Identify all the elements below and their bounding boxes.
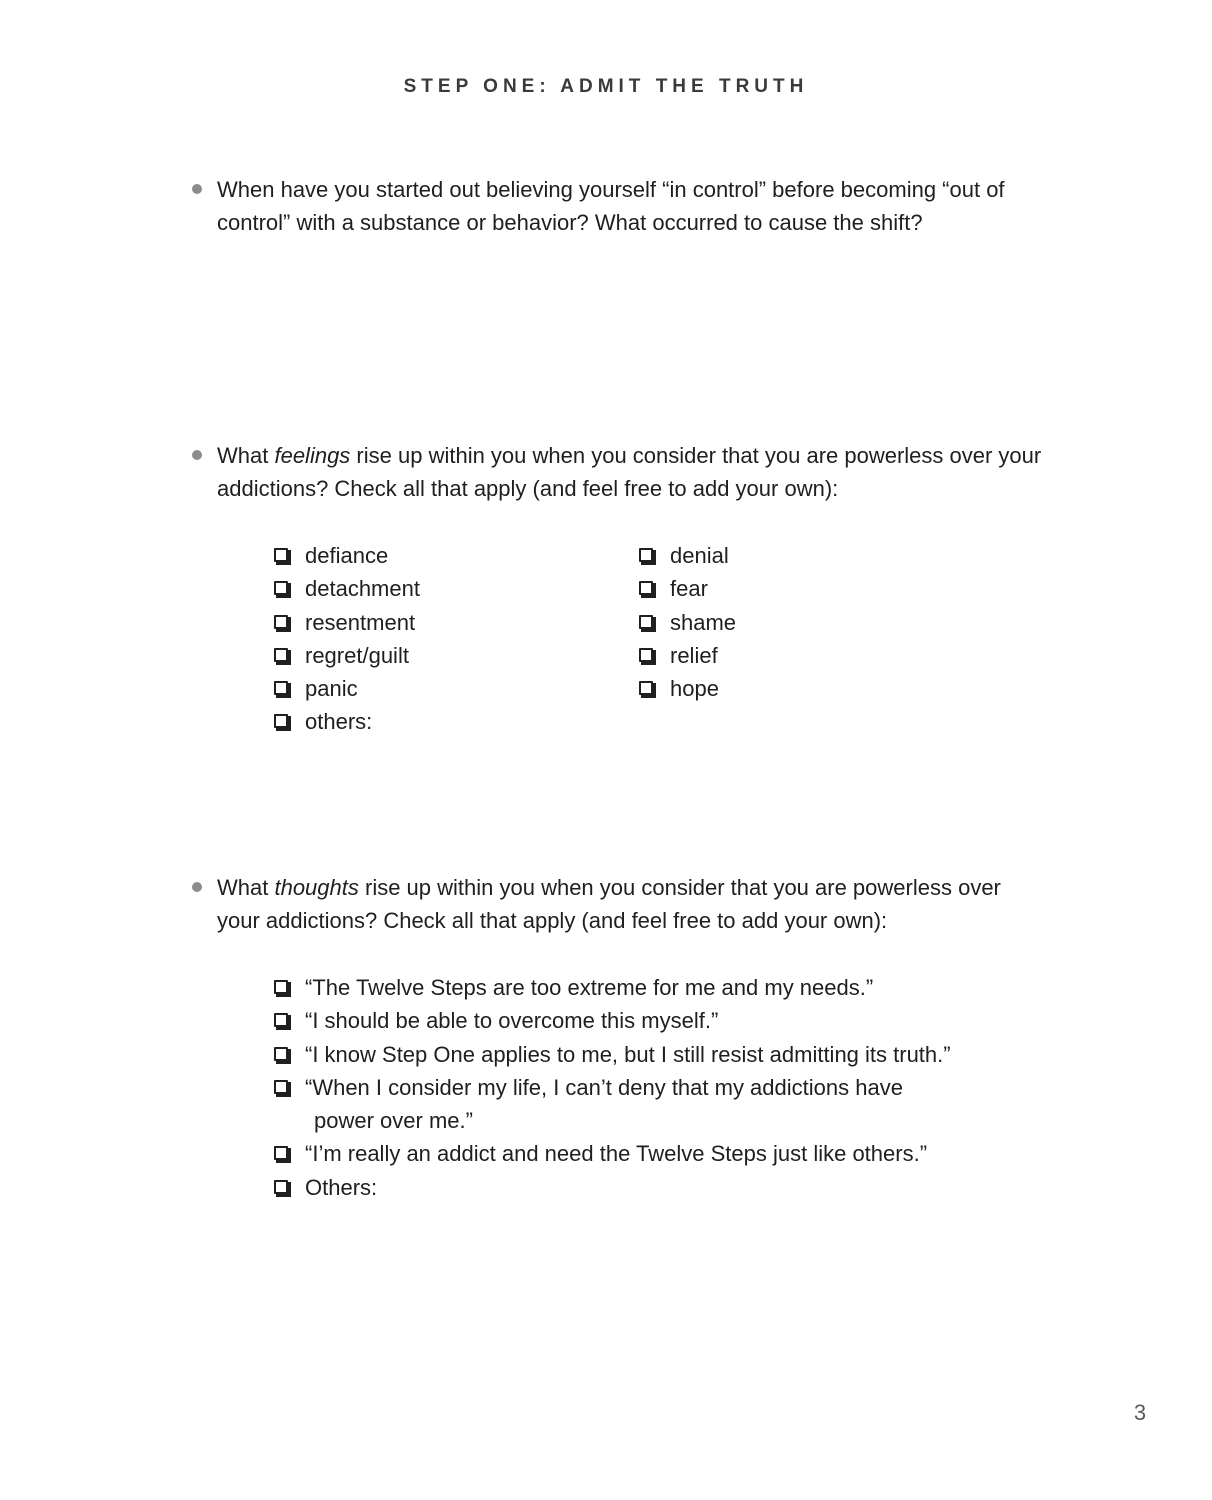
question-3-suffix: rise up within you when you consider that you are powerless over your addictions? Check all that apply (and feel free to add your own):: [217, 875, 1001, 933]
checklist-item[interactable]: [639, 539, 939, 572]
checklist-item[interactable]: [274, 639, 574, 672]
question-2-emphasis: feelings: [274, 443, 351, 468]
bullet-icon: [192, 450, 202, 460]
checklist-item[interactable]: [274, 539, 574, 572]
checklist-item-label: panic: [305, 676, 358, 702]
checklist-item-label: relief: [670, 642, 718, 668]
question-1: [192, 173, 1042, 239]
checkbox-icon[interactable]: [639, 581, 653, 595]
thoughts-checklist: [274, 971, 1074, 1204]
question-2: [192, 439, 1042, 505]
feelings-checklist-right: [639, 539, 939, 705]
checklist-item[interactable]: [274, 572, 574, 605]
checklist-item-label: “I’m really an addict and need the Twelve Steps just like others.”: [305, 1141, 928, 1167]
question-2-prefix: What: [217, 443, 275, 468]
checklist-item[interactable]: [639, 606, 939, 639]
question-2-text: [217, 439, 1042, 505]
checkbox-icon[interactable]: [274, 1080, 288, 1094]
checkbox-icon[interactable]: [274, 681, 288, 695]
bullet-icon: [192, 882, 202, 892]
checklist-item-label: Others:: [305, 1174, 378, 1200]
question-3-text: [217, 871, 1042, 937]
question-3-emphasis: thoughts: [274, 875, 359, 900]
bullet-icon: [192, 184, 202, 194]
question-3: [192, 871, 1042, 937]
checklist-item-label: “The Twelve Steps are too extreme for me and my needs.”: [305, 975, 874, 1000]
checkbox-icon[interactable]: [274, 548, 288, 562]
checklist-item[interactable]: [274, 606, 574, 639]
question-1-text: When have you started out believing yourself “in control” before becoming “out of control” with a substance or behavior? What occurred to cause the shift?: [217, 177, 1005, 235]
checklist-item[interactable]: [274, 1004, 1074, 1037]
checklist-item-label: denial: [670, 543, 729, 568]
checklist-item[interactable]: [274, 1171, 1074, 1204]
checkbox-icon[interactable]: [639, 648, 653, 662]
checklist-item[interactable]: [274, 1038, 1074, 1071]
checkbox-icon[interactable]: [274, 980, 288, 994]
checklist-item[interactable]: [274, 1071, 1074, 1138]
checkbox-icon[interactable]: [274, 581, 288, 595]
checklist-item[interactable]: [274, 1137, 1074, 1170]
checklist-item-label: regret/guilt: [305, 642, 409, 668]
checkbox-icon[interactable]: [274, 1180, 288, 1194]
checkbox-icon[interactable]: [274, 1146, 288, 1160]
checkbox-icon[interactable]: [274, 615, 288, 629]
checklist-item-label: detachment: [305, 576, 420, 602]
checklist-item-label: shame: [670, 609, 737, 635]
page-number: 3: [1133, 1400, 1147, 1425]
checklist-item[interactable]: [274, 971, 1074, 1004]
checklist-item-label: others:: [305, 709, 373, 735]
checklist-item-label: “When I consider my life, I can’t deny that my addictions have: [305, 1074, 903, 1100]
checkbox-icon[interactable]: [274, 1013, 288, 1027]
checklist-item-label: resentment: [305, 609, 416, 635]
checklist-item[interactable]: [639, 639, 939, 672]
checklist-item[interactable]: [639, 572, 939, 605]
checklist-item-label: “I know Step One applies to me, but I still resist admitting its truth.”: [305, 1041, 951, 1067]
checklist-item[interactable]: [639, 672, 939, 705]
checklist-item-label: hope: [670, 676, 719, 702]
checkbox-icon[interactable]: [639, 548, 653, 562]
checkbox-icon[interactable]: [274, 648, 288, 662]
question-2-suffix: rise up within you when you consider that you are powerless over your addictions? Check all that apply (and feel free to add your own):: [217, 443, 1042, 501]
checklist-item[interactable]: [274, 705, 574, 738]
checklist-item[interactable]: [274, 672, 574, 705]
checkbox-icon[interactable]: [274, 714, 288, 728]
checkbox-icon[interactable]: [639, 615, 653, 629]
checkbox-icon[interactable]: [639, 681, 653, 695]
checklist-item-label: “I should be able to overcome this myself.”: [305, 1008, 719, 1034]
checklist-item-continuation: power over me.”: [314, 1108, 473, 1134]
checkbox-icon[interactable]: [274, 1047, 288, 1061]
checklist-item-label: defiance: [305, 543, 389, 568]
feelings-checklist-left: [274, 539, 574, 739]
question-3-prefix: What: [217, 875, 275, 900]
running-head: STEP ONE: ADMIT THE TRUTH: [403, 76, 809, 97]
checklist-item-label: fear: [670, 576, 708, 602]
